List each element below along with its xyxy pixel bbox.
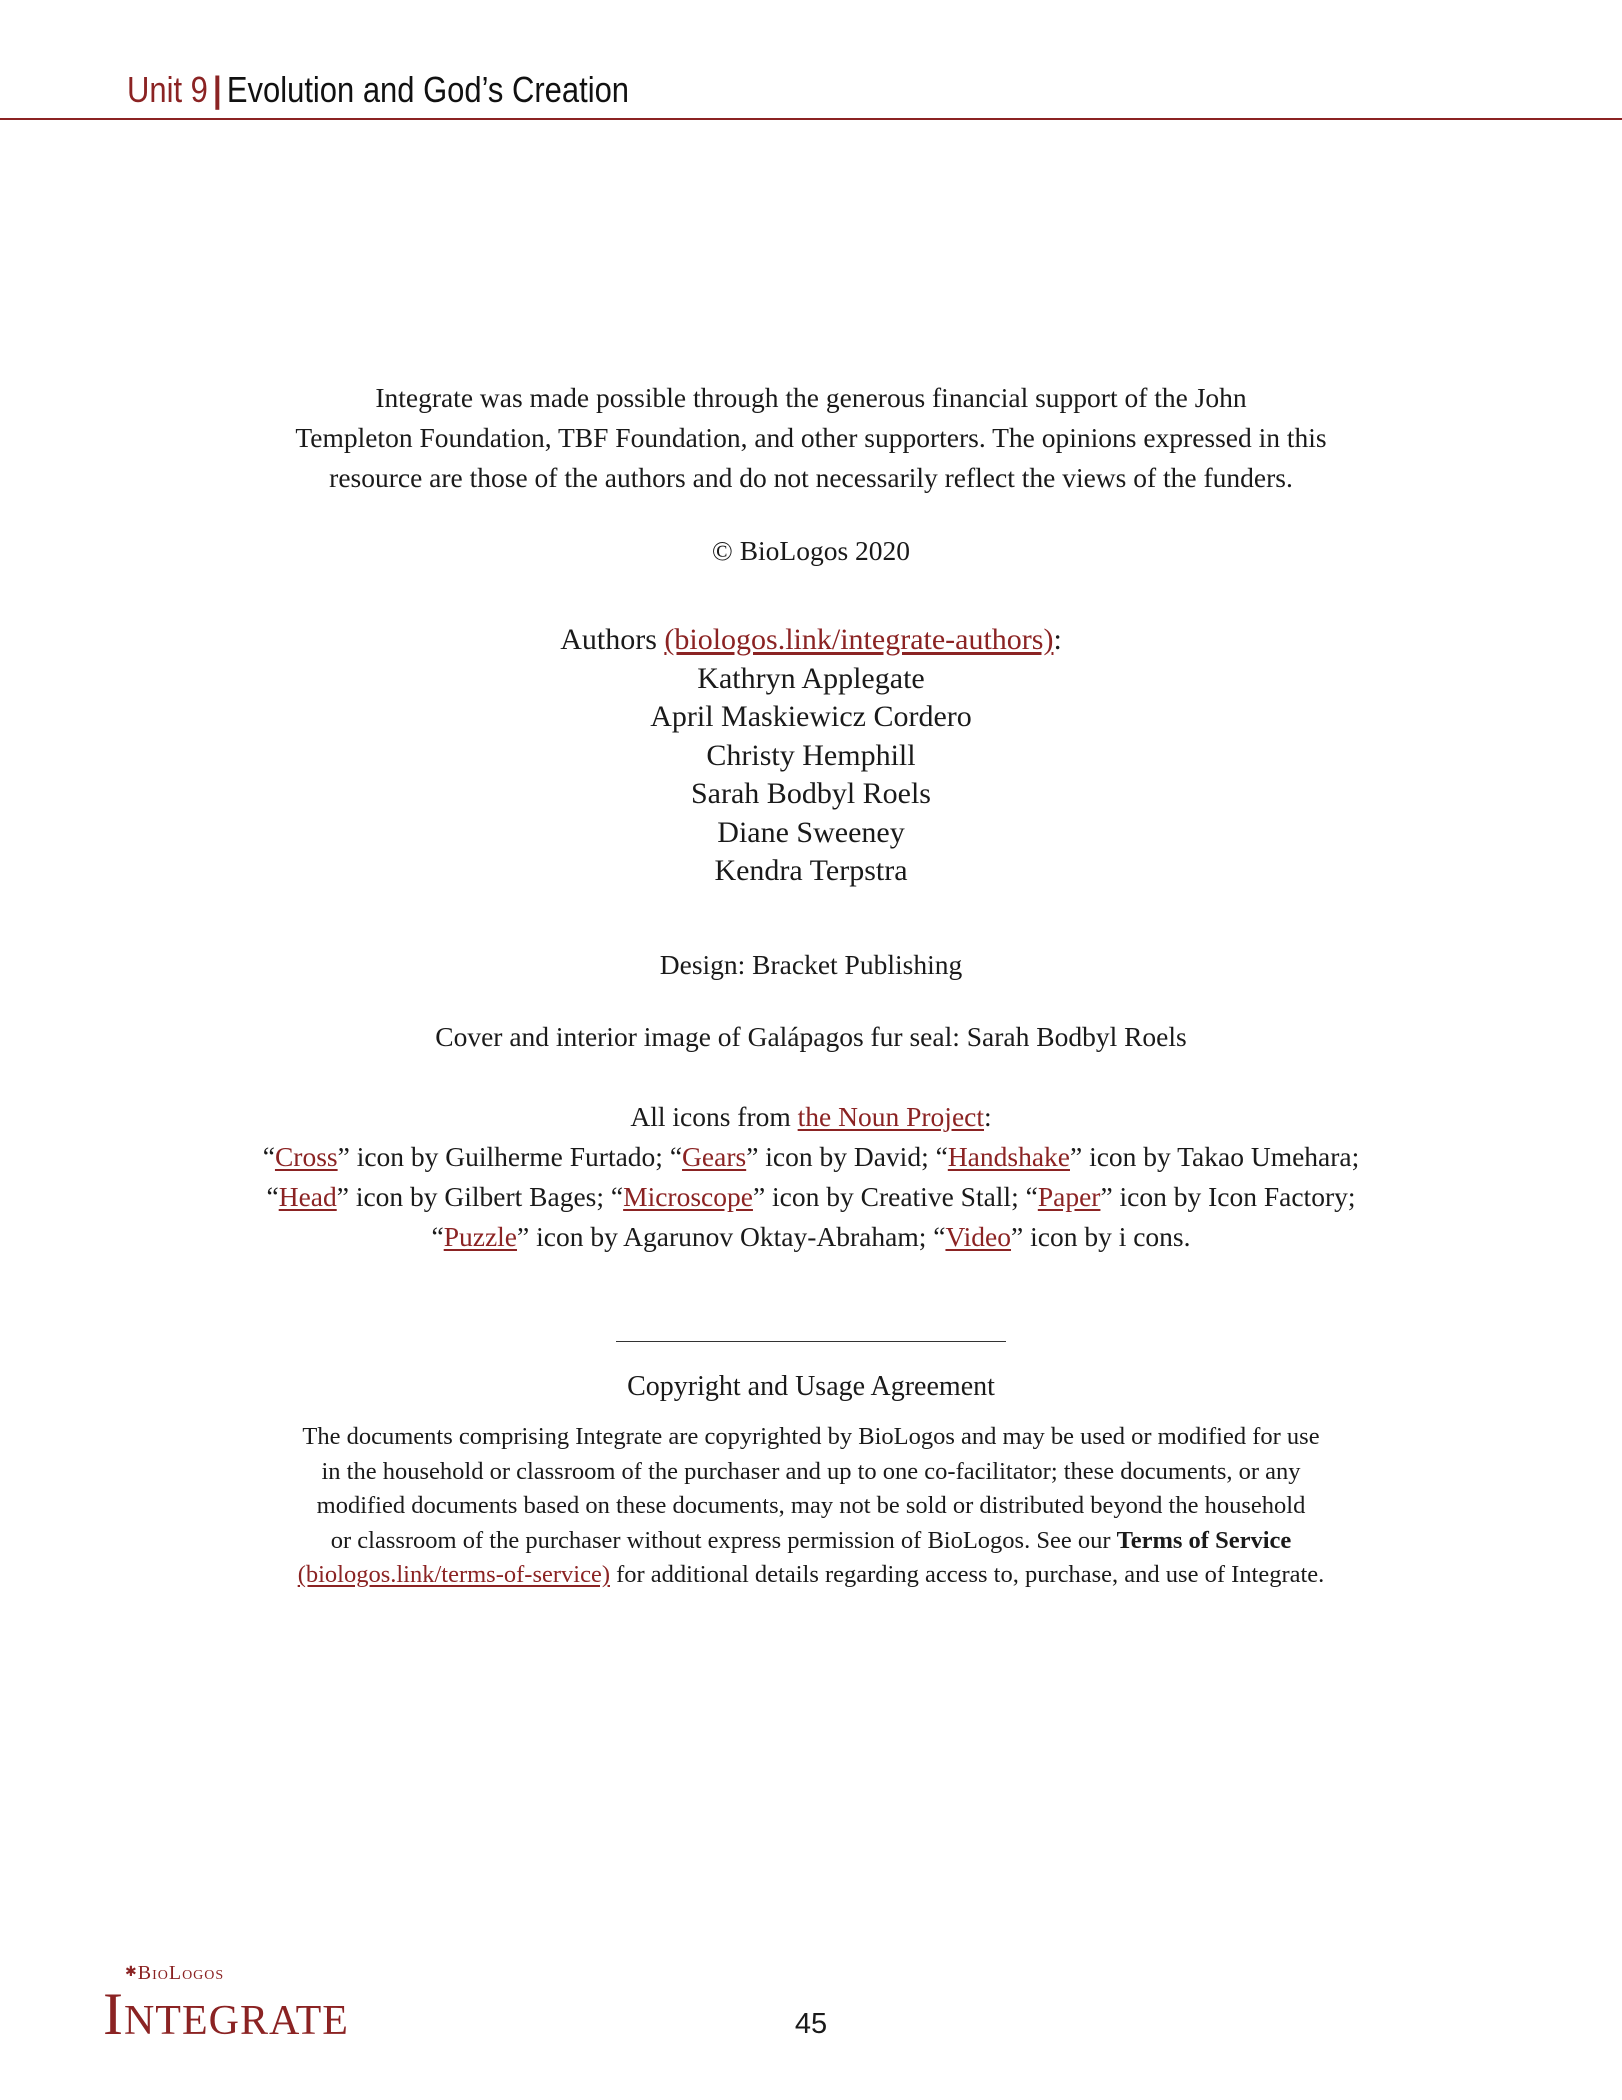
- icon-credits-line: “Head” icon by Gilbert Bages; “Microscope” icon by Creative Stall; “Paper” icon by Icon Factory;: [266, 1181, 1356, 1212]
- logo-star-icon: ✱: [125, 1965, 138, 1980]
- noun-project-link[interactable]: the Noun Project: [797, 1101, 984, 1132]
- icon-link-microscope[interactable]: Microscope: [623, 1181, 753, 1212]
- authors-section: [0, 621, 1622, 891]
- design-credit: Design: Bracket Publishing: [659, 949, 963, 980]
- author-name: April Maskiewicz Cordero: [650, 700, 972, 733]
- support-line: Templeton Foundation, TBF Foundation, and other supporters. The opinions expressed in this: [295, 422, 1327, 453]
- author-name: Kendra Terpstra: [714, 854, 908, 887]
- icon-credits-line: “Cross” icon by Guilherme Furtado; “Gears” icon by David; “Handshake” icon by Takao Umehara;: [262, 1141, 1360, 1172]
- icon-credits-heading: [0, 1097, 1622, 1137]
- unit-label: Unit 9: [127, 69, 208, 110]
- authors-heading: [0, 621, 1622, 660]
- usage-line: [0, 1524, 1622, 1559]
- logo-biologos-text: BioLogos: [137, 1962, 225, 1984]
- cover-image-credit: Cover and interior image of Galápagos fur seal: Sarah Bodbyl Roels: [435, 1021, 1187, 1052]
- icon-link-puzzle[interactable]: Puzzle: [443, 1221, 518, 1252]
- author-name: Diane Sweeney: [717, 815, 905, 849]
- icons-colon: :: [984, 1101, 992, 1132]
- terms-of-service-link[interactable]: (biologos.link/terms-of-service): [297, 1561, 610, 1588]
- icon-link-handshake[interactable]: Handshake: [947, 1141, 1070, 1172]
- author-name: Kathryn Applegate: [697, 661, 925, 695]
- usage-line: [0, 1558, 1622, 1593]
- usage-line: The documents comprising Integrate are copyrighted by BioLogos and may be used or modified for use: [302, 1423, 1320, 1450]
- icon-credit-by: ” icon by Agarunov Oktay-Abraham;: [517, 1221, 934, 1252]
- copyright-notice: © BioLogos 2020: [711, 535, 911, 566]
- support-statement: [0, 378, 1622, 498]
- usage-line: in the household or classroom of the purchaser and up to one co-facilitator; these documents, or any: [321, 1457, 1301, 1485]
- icon-credit-by: ” icon by David;: [746, 1141, 936, 1172]
- icon-link-cross[interactable]: Cross: [274, 1141, 338, 1172]
- support-line: Integrate was made possible through the generous financial support of the John: [375, 382, 1247, 413]
- usage-line: modified documents based on these documents, may not be sold or distributed beyond the household: [316, 1492, 1306, 1519]
- author-name: Christy Hemphill: [706, 738, 916, 772]
- usage-line-text: or classroom of the purchaser without express permission of BioLogos. See our: [330, 1526, 1117, 1554]
- unit-title: Evolution and God’s Creation: [226, 69, 630, 110]
- usage-agreement-title: Copyright and Usage Agreement: [627, 1371, 995, 1402]
- icon-link-paper[interactable]: Paper: [1037, 1181, 1101, 1212]
- logo-integrate-text: Integrate: [103, 1981, 349, 2047]
- authors-colon: :: [1053, 623, 1062, 656]
- icon-credit-by: ” icon by Icon Factory;: [1100, 1181, 1356, 1212]
- usage-line-rest: for additional details regarding access to, purchase, and use of Integrate.: [609, 1561, 1325, 1588]
- icon-credit-by: ” icon by i cons.: [1011, 1221, 1191, 1252]
- header-rule: [0, 118, 1622, 120]
- icon-link-head[interactable]: Head: [278, 1181, 337, 1212]
- usage-agreement-text: [0, 1420, 1622, 1593]
- icon-link-video[interactable]: Video: [945, 1221, 1012, 1252]
- terms-of-service-label: Terms of Service: [1116, 1526, 1292, 1554]
- page-header: [127, 68, 629, 112]
- icon-credit-by: ” icon by Guilherme Furtado;: [337, 1141, 670, 1172]
- support-line: resource are those of the authors and do not necessarily reflect the views of the funders.: [329, 462, 1293, 493]
- icon-link-gears[interactable]: Gears: [682, 1141, 747, 1172]
- section-divider: [616, 1341, 1006, 1342]
- header-separator: |: [213, 69, 222, 110]
- icon-credits-line: “Puzzle” icon by Agarunov Oktay-Abraham; “Video” icon by i cons.: [431, 1221, 1191, 1252]
- authors-label: Authors: [560, 623, 665, 656]
- page-number: 45: [794, 2008, 828, 2040]
- author-name: Sarah Bodbyl Roels: [691, 777, 931, 810]
- authors-link[interactable]: (biologos.link/integrate-authors): [664, 623, 1054, 656]
- icons-intro: All icons from: [630, 1101, 798, 1132]
- icon-credit-by: ” icon by Creative Stall;: [752, 1181, 1026, 1212]
- icon-credit-by: ” icon by Gilbert Bages;: [336, 1181, 611, 1212]
- icon-credit-by: ” icon by Takao Umehara;: [1070, 1141, 1360, 1172]
- icon-credits: [0, 1097, 1622, 1257]
